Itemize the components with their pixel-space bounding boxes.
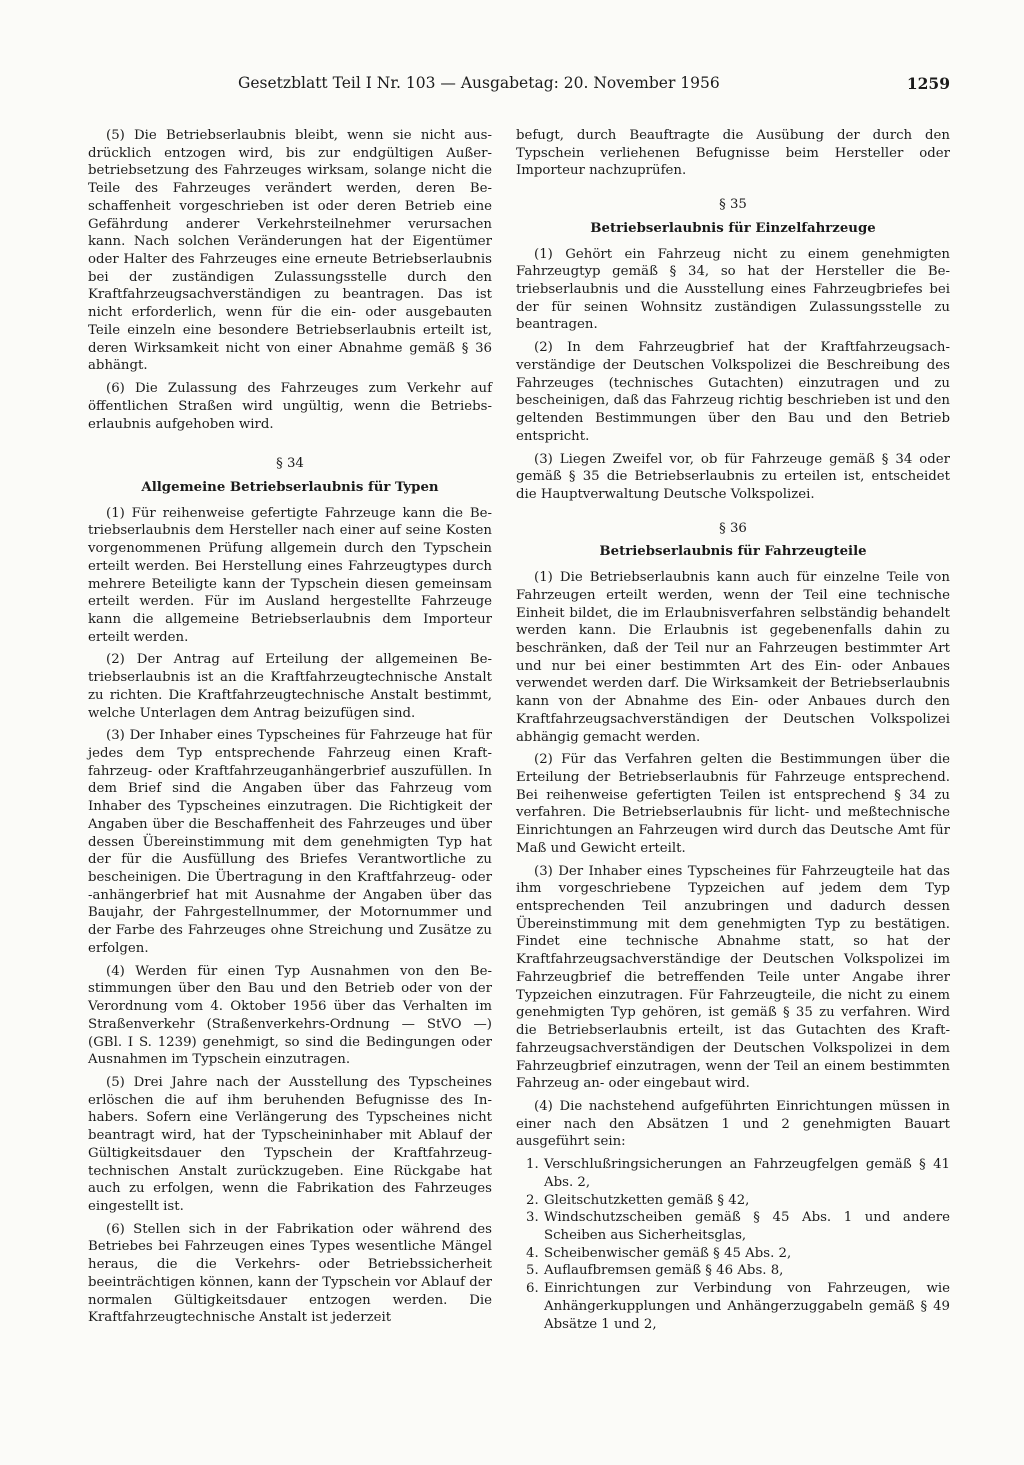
list-item bbox=[516, 1245, 950, 1263]
section-number: § 34 bbox=[276, 456, 304, 472]
right-column bbox=[516, 127, 950, 1333]
list-item-number: 2. bbox=[526, 1192, 539, 1208]
list-item-number: 5. bbox=[526, 1263, 539, 1279]
list-item-number: 6. bbox=[526, 1281, 539, 1297]
list-item bbox=[516, 1192, 950, 1210]
list-item-text: Verschlußringsicherungen an Fahrzeugfelgen gemäß § 41 Abs. 2, bbox=[544, 1157, 950, 1190]
list-item bbox=[516, 1209, 950, 1244]
list-item-text: Windschutzscheiben gemäß § 45 Abs. 1 und andere Scheiben aus Sicherheitsglas, bbox=[544, 1210, 950, 1243]
section-title: Betriebserlaubnis für Fahrzeugteile bbox=[599, 544, 867, 560]
section-title: Allgemeine Betriebserlaubnis für Typen bbox=[141, 479, 439, 495]
paragraph: (3) Der Inhaber eines Typscheines für Fahrzeuge hat für jedes dem Typ entsprechende Fahrzeug einen Kraftfahrzeug- oder Kraftfahrzeuganhängerbrief auszufüllen. In dem Brief sind die Angaben über das Fahrzeug vom Inhaber des Typscheines einzutragen. Die Richtigkeit der Angaben über die Beschaffenheit des Fahrzeuges und über dessen Übereinstimmung mit dem genehmigten Typ hat der für die Ausfüllung des Briefes Verantwortliche zu bescheinigen. Die Übertragung in den Kraftfahrzeug- oder -anhängerbrief hat mit Ausnahme der Angaben über das Baujahr, der Fahrgestellnummer, der Motornummer und der Farbe des Fahrzeuges ohne Streichung und Zusätze zu erfolgen. bbox=[88, 728, 492, 956]
paragraph: (5) Die Betriebserlaubnis bleibt, wenn sie nicht ausdrücklich entzogen wird, bis zur endgültigen Außerbetriebsetzung des Fahrzeuges wirksam, solange nicht die Teile des Fahrzeuges verändert werden, deren Beschaffenheit vorgeschrieben ist oder deren Betrieb eine Gefährdung anderer Verkehrsteilnehmer verursachen kann. Nach solchen Veränderungen hat der Eigentümer oder Halter des Fahrzeuges eine erneute Betriebserlaubnis bei der zuständigen Zulassungsstelle durch den Kraftfahrzeugsachverständigen zu beantragen. Das ist nicht erforderlich, wenn für die ein- oder ausgebauten Teile einzeln eine besondere Betriebserlaubnis erteilt ist, deren Wirksamkeit nicht von einer Abnahme gemäß § 36 abhängt. bbox=[88, 128, 492, 374]
list-item-text: Gleitschutzketten gemäß § 42, bbox=[544, 1192, 750, 1208]
paragraph: (2) Der Antrag auf Erteilung der allgemeinen Betriebserlaubnis ist an die Kraftfahrzeugtechnische Anstalt zu richten. Die Kraftfahrzeugtechnische Anstalt bestimmt, welche Unterlagen dem Antrag beizufügen sind. bbox=[88, 652, 492, 721]
paragraph: (1) Die Betriebserlaubnis kann auch für einzelne Teile von Fahrzeugen erteilt werden, wenn der Teil eine technische Einheit bildet, die im Erlaubnisverfahren selbständig behandelt werden kann. Die Erlaubnis ist gegebenenfalls dahin zu beschränken, daß der Teil nur an Fahrzeugen bestimmter Art und nur bei einer bestimmten Art des Ein- oder Anbaues verwendet werden darf. Die Wirksamkeit der Betriebserlaubnis kann von der Abnahme des Ein- oder Anbaues durch den Kraftfahrzeugsachverständigen der Deutschen Volkspolizei abhängig gemacht werden. bbox=[516, 570, 950, 745]
list-item-text: Scheibenwischer gemäß § 45 Abs. 2, bbox=[544, 1245, 792, 1261]
paragraph: (3) Der Inhaber eines Typscheines für Fahrzeugteile hat das ihm vorgeschriebene Typzeichen auf jedem dem Typ entsprechenden Teil anzubringen und dadurch dessen Übereinstimmung mit dem genehmigten Typ zu bestätigen. Findet eine technische Abnahme statt, so hat der Kraftfahrzeugsachverständige der Deutschen Volkspolizei im Fahrzeugbrief die betreffenden Teile unter Angabe ihrer Typzeichen einzutragen. Für Fahrzeugteile, die nicht zu einem genehmigten Typ gehören, ist gemäß § 35 zu verfahren. Wird die Betriebserlaubnis erteilt, ist das Gutachten des Kraftfahrzeugsachverständigen der Deutschen Volkspolizei in dem Fahrzeugbrief einzutragen, wenn der Teil an einem bestimmten Fahrzeug an- oder eingebaut wird. bbox=[516, 863, 950, 1092]
numbered-list bbox=[516, 1156, 950, 1333]
list-item-number: 3. bbox=[526, 1210, 539, 1226]
section-number: § 35 bbox=[719, 197, 747, 213]
header-line: Gesetzblatt Teil I Nr. 103 — Ausgabetag: 20. November 1956 bbox=[238, 74, 720, 92]
list-item-number: 4. bbox=[526, 1245, 539, 1261]
left-column bbox=[88, 127, 492, 1332]
paragraph: (6) Die Zulassung des Fahrzeuges zum Verkehr auf öffentlichen Straßen wird ungültig, wenn die Betriebserlaubnis aufgehoben wird. bbox=[88, 381, 492, 432]
section-title: Betriebserlaubnis für Einzelfahrzeuge bbox=[590, 220, 876, 236]
paragraph: (1) Für reihenweise gefertigte Fahrzeuge kann die Betriebserlaubnis dem Hersteller nach einer auf seine Kosten vorgenommenen Prüfung allgemein durch den Typschein erteilt werden. Bei Herstellung eines Fahrzeugtypes durch mehrere Beteiligte kann der Typschein diesen gemeinsam erteilt werden. Für im Ausland hergestellte Fahrzeuge kann die allgemeine Betriebserlaubnis dem Importeur erteilt werden. bbox=[88, 505, 492, 645]
list-item bbox=[516, 1262, 950, 1280]
paragraph: (2) Für das Verfahren gelten die Bestimmungen über die Erteilung der Betriebserlaubnis für Fahrzeuge entsprechend. Bei reihenweise gefertigten Teilen ist entsprechend § 34 zu verfahren. Die Betriebserlaubnis für licht- und meßtechnische Einrichtungen an Fahrzeugen wird durch das Deutsche Amt für Maß und Gewicht erteilt. bbox=[516, 752, 950, 856]
list-item-text: Auflaufbremsen gemäß § 46 Abs. 8, bbox=[544, 1263, 784, 1279]
page-number: 1259 bbox=[906, 74, 950, 93]
paragraph: (5) Drei Jahre nach der Ausstellung des Typscheines erlöschen die auf ihm beruhenden Befugnisse des Inhabers. Sofern eine Verlängerung des Typscheines nicht beantragt wird, hat der Typscheininhaber mit Ablauf der Gültigkeitsdauer den Typschein der Kraftfahrzeugtechnischen Anstalt zurückzugeben. Eine Rückgabe hat auch zu erfolgen, wenn die Fabrikation des Fahrzeuges eingestellt ist. bbox=[88, 1074, 492, 1214]
paragraph: (6) Stellen sich in der Fabrikation oder während des Betriebes bei Fahrzeugen eines Types wesentliche Mängel heraus, die die Verkehrs- oder Betriebssicherheit beeinträchtigen können, kann der Typschein vor Ablauf der normalen Gültigkeitsdauer entzogen werden. Die Kraftfahrzeugtechnische Anstalt ist jederzeit bbox=[88, 1221, 492, 1326]
paragraph: (4) Die nachstehend aufgeführten Einrichtungen müssen in einer nach den Absätzen 1 und 2 genehmigten Bauart ausgeführt sein: bbox=[516, 1098, 950, 1150]
paragraph: (3) Liegen Zweifel vor, ob für Fahrzeuge gemäß § 34 oder gemäß § 35 die Betriebserlaubnis zu erteilen ist, entscheidet die Hauptverwaltung Deutsche Volkspolizei. bbox=[516, 451, 950, 502]
paragraph: (4) Werden für einen Typ Ausnahmen von den Bestimmungen über den Bau und den Betrieb oder von der Verordnung vom 4. Oktober 1956 über das Verhalten im Straßenverkehr (Straßenverkehrs-Ordnung — StVO —) (GBl. I S. 1239) genehmigt, so sind die Bedingungen oder Ausnahmen im Typschein einzutragen. bbox=[88, 963, 492, 1068]
list-item-text: Einrichtungen zur Verbindung von Fahrzeugen, wie Anhängerkupplungen und Anhängerzuggabeln gemäß § 49 Absätze 1 und 2, bbox=[544, 1281, 950, 1332]
list-item bbox=[516, 1156, 950, 1191]
paragraph: (2) In dem Fahrzeugbrief hat der Kraftfahrzeugsachverständige der Deutschen Volkspolizei die Beschreibung des Fahrzeuges (technisches Gutachten) einzutragen und zu bescheinigen, daß das Fahrzeug richtig beschrieben ist und den geltenden Bestimmungen über den Bau und den Betrieb entspricht. bbox=[516, 340, 950, 444]
paragraph: (1) Gehört ein Fahrzeug nicht zu einem genehmigten Fahrzeugtyp gemäß § 34, so hat der Hersteller die Betriebserlaubnis und die Ausstellung eines Fahrzeugbriefes bei der für seinen Wohnsitz zuständigen Zulassungsstelle zu beantragen. bbox=[516, 246, 950, 333]
list-item-number: 1. bbox=[526, 1157, 539, 1173]
paragraph-continued: befugt, durch Beauftragte die Ausübung der durch den Typschein verliehenen Befugnisse beim Hersteller oder Importeur nachzuprüfen. bbox=[516, 128, 950, 179]
list-item bbox=[516, 1280, 950, 1333]
page-header bbox=[238, 74, 950, 98]
section-number: § 36 bbox=[719, 520, 747, 536]
